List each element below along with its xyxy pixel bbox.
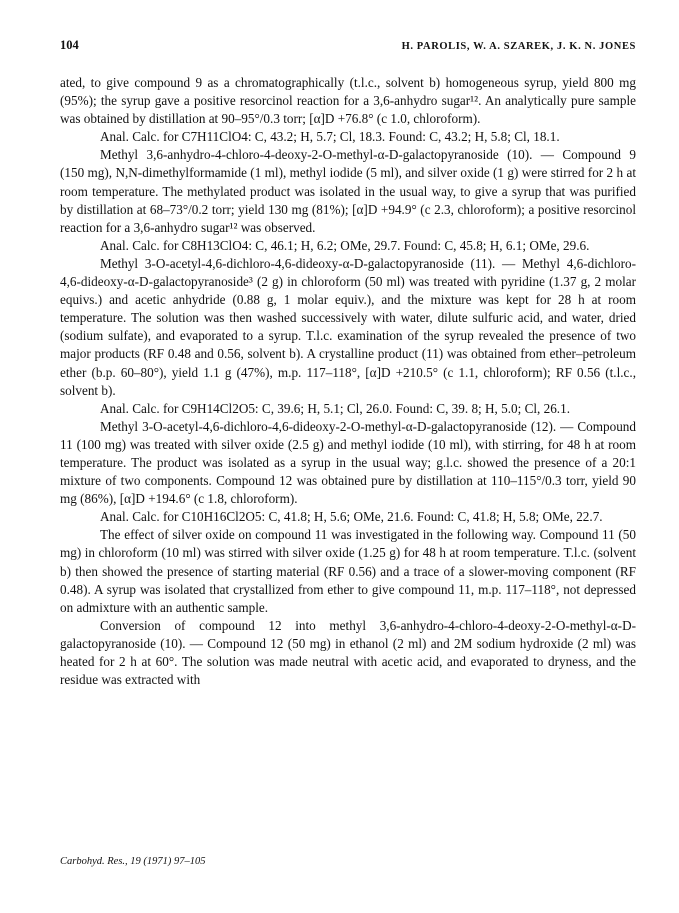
analysis-paragraph: Anal. Calc. for C9H14Cl2O5: C, 39.6; H, 5.1; Cl, 26.0. Found: C, 39. 8; H, 5.0; Cl, 26.1. <box>100 400 570 416</box>
paragraph-continuation: ated, to give compound 9 as a chromatographically (t.l.c., solvent b) homogeneous syrup, yield 800 mg (95%); the syrup gave a positive resorcinol reaction for a 3,6-anhydro sugar¹². An analytically pure sample was obtained by distillation at 90–95°/0.3 torr; [α]D +76.8° (c 1.0, chloroform). <box>60 75 636 127</box>
analysis-paragraph: Anal. Calc. for C7H11ClO4: C, 43.2; H, 5.7; Cl, 18.3. Found: C, 43.2; H, 5.8; Cl, 18.1. <box>100 129 560 145</box>
article-body <box>60 74 636 689</box>
author-list: H. PAROLIS, W. A. SZAREK, J. K. N. JONES <box>401 41 636 52</box>
running-head <box>60 38 636 60</box>
procedure-compound-12: Methyl 3-O-acetyl-4,6-dichloro-4,6-dideoxy-2-O-methyl-α-D-galactopyranoside (12). — Compound 11 (100 mg) was treated with silver oxide (2.5 g) and methyl iodide (10 ml), with stirring, for 48 h at room temperature. The product was isolated as a syrup in the usual way; g.l.c. showed the presence of a 20:1 mixture of two components. Compound 12 was obtained pure by distillation at 110–115°/0.3 torr, yield 90 mg (86%), [α]D +194.6° (c 1.8, chloroform). <box>60 418 636 507</box>
page <box>60 38 636 689</box>
procedure-compound-10: Methyl 3,6-anhydro-4-chloro-4-deoxy-2-O-methyl-α-D-galactopyranoside (10). — Compound 9 (150 mg), N,N-dimethylformamide (1 ml), methyl iodide (5 ml), and silver oxide (1 g) were stirred for 2 h at room temperature. The methylated product was isolated in the usual way, to give a syrup that was purified by distillation at 68–73°/0.2 torr; yield 130 mg (81%); [α]D +94.9° (c 2.3, chloroform); a positive resorcinol reaction for a 3,6-anhydro sugar¹² was observed. <box>60 147 636 235</box>
procedure-compound-11: Methyl 3-O-acetyl-4,6-dichloro-4,6-dideoxy-α-D-galactopyranoside (11). — Methyl 4,6-dichloro-4,6-dideoxy-α-D-galactopyranoside³ (2 g) in chloroform (50 ml) was treated with pyridine (1.37 g, 2 molar equivs.) and acetic anhydride (0.88 g, 1 molar equiv.), and the mixture was kept for 28 h at room temperature. The solution was then washed successively with water, dilute sulfuric acid, and water, dried (sodium sulfate), and evaporated to a syrup. T.l.c. examination of the syrup revealed the presence of two major products (RF 0.48 and 0.56, solvent b). A crystalline product (11) was obtained from ether–petroleum ether (b.p. 60–80°), yield 1.1 g (47%), m.p. 117–118°, [α]D +210.5° (c 1.1, chloroform); RF 0.56 (t.l.c., solvent b). <box>60 255 636 398</box>
silver-oxide-experiment: The effect of silver oxide on compound 11 was investigated in the following way. Compound 11 (50 mg) in chloroform (10 ml) was stirred with silver oxide (1.25 g) for 48 h at room temperature. T.l.c. (solvent b) then showed the presence of starting material (RF 0.56) and a trace of a slower-moving component (RF 0.48). A syrup was isolated that crystallized from ether to give compound 11, m.p. 117–118°, not depressed on admixture with an authentic sample. <box>60 527 636 615</box>
conversion-procedure: Conversion of compound 12 into methyl 3,6-anhydro-4-chloro-4-deoxy-2-O-methyl-α-D-galactopyranoside (10). — Compound 12 (50 mg) in ethanol (2 ml) and 2M sodium hydroxide (2 ml) was heated for 2 h at 60°. The solution was made neutral with acetic acid, and evaporated to dryness, and the residue was extracted with <box>60 617 636 688</box>
analysis-paragraph: Anal. Calc. for C10H16Cl2O5: C, 41.8; H, 5.6; OMe, 21.6. Found: C, 41.8; H, 5.8; OMe, 22.7. <box>100 509 603 525</box>
page-number: 104 <box>60 38 79 52</box>
analysis-paragraph: Anal. Calc. for C8H13ClO4: C, 46.1; H, 6.2; OMe, 29.7. Found: C, 45.8; H, 6.1; OMe, 29.6. <box>100 237 590 253</box>
journal-citation: Carbohyd. Res., 19 (1971) 97–105 <box>60 856 206 867</box>
